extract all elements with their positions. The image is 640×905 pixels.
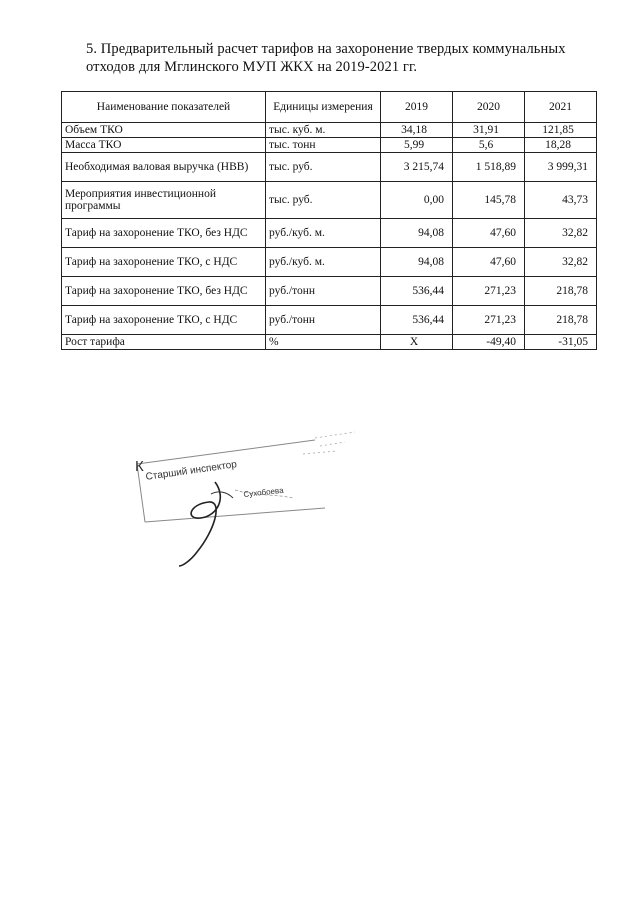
header-unit: Единицы измерения — [266, 92, 381, 123]
row-value-2020: 47,60 — [453, 248, 525, 277]
signature-stroke — [179, 482, 220, 566]
row-name: Тариф на захоронение ТКО, без НДС — [62, 219, 266, 248]
row-value-2020: 145,78 — [453, 182, 525, 219]
row-value-2021: 43,73 — [525, 182, 597, 219]
row-unit: руб./тонн — [266, 277, 381, 306]
row-name: Тариф на захоронение ТКО, без НДС — [62, 277, 266, 306]
stamp-letter: К — [135, 458, 144, 475]
row-value-2020: 47,60 — [453, 219, 525, 248]
row-value-2020: 271,23 — [453, 306, 525, 335]
table-row — [62, 219, 597, 248]
row-value-2020: -49,40 — [453, 335, 525, 350]
table-row — [62, 335, 597, 350]
header-2020: 2020 — [453, 92, 525, 123]
row-name: Рост тарифа — [62, 335, 266, 350]
table-row — [62, 123, 597, 138]
row-name: Мероприятия инвестиционной программы — [62, 182, 266, 219]
row-name: Масса ТКО — [62, 138, 266, 153]
row-value-2019: 3 215,74 — [381, 153, 453, 182]
table-row — [62, 306, 597, 335]
row-value-2019: 34,18 — [381, 123, 453, 138]
table-header-row — [62, 92, 597, 123]
row-unit: руб./тонн — [266, 306, 381, 335]
row-value-2019: 94,08 — [381, 219, 453, 248]
row-unit: % — [266, 335, 381, 350]
table-row — [62, 138, 597, 153]
stamp-and-signature — [115, 420, 375, 570]
row-value-2019: 94,08 — [381, 248, 453, 277]
row-name: Тариф на захоронение ТКО, с НДС — [62, 306, 266, 335]
row-name: Тариф на захоронение ТКО, с НДС — [62, 248, 266, 277]
row-value-2020: 271,23 — [453, 277, 525, 306]
row-value-2021: 32,82 — [525, 248, 597, 277]
row-value-2021: 32,82 — [525, 219, 597, 248]
row-value-2021: 218,78 — [525, 306, 597, 335]
row-value-2019: 536,44 — [381, 277, 453, 306]
row-value-2021: 3 999,31 — [525, 153, 597, 182]
tariff-table — [61, 91, 597, 350]
stamp-title: Старший инспектор — [145, 459, 238, 483]
table-row — [62, 153, 597, 182]
stamp-name: Сухобоева — [243, 485, 284, 499]
header-name: Наименование показателей — [62, 92, 266, 123]
table-row — [62, 182, 597, 219]
row-value-2021: 18,28 — [525, 138, 597, 153]
row-value-2019: 5,99 — [381, 138, 453, 153]
row-unit: руб./куб. м. — [266, 248, 381, 277]
row-unit: тыс. тонн — [266, 138, 381, 153]
section-heading: 5. Предварительный расчет тарифов на захоронение твердых коммунальных отходов для Мглинского МУП ЖКХ на 2019-2021 гг. — [86, 41, 566, 75]
row-value-2020: 5,6 — [453, 138, 525, 153]
header-2021: 2021 — [525, 92, 597, 123]
row-value-2021: -31,05 — [525, 335, 597, 350]
header-2019: 2019 — [381, 92, 453, 123]
row-value-2019: 536,44 — [381, 306, 453, 335]
table-row — [62, 248, 597, 277]
row-name: Необходимая валовая выручка (НВВ) — [62, 153, 266, 182]
row-value-2019: X — [381, 335, 453, 350]
row-value-2020: 1 518,89 — [453, 153, 525, 182]
row-value-2020: 31,91 — [453, 123, 525, 138]
row-value-2021: 218,78 — [525, 277, 597, 306]
row-unit: тыс. руб. — [266, 153, 381, 182]
row-value-2021: 121,85 — [525, 123, 597, 138]
row-value-2019: 0,00 — [381, 182, 453, 219]
row-unit: тыс. куб. м. — [266, 123, 381, 138]
row-unit: руб./куб. м. — [266, 219, 381, 248]
table-row — [62, 277, 597, 306]
row-name: Объем ТКО — [62, 123, 266, 138]
row-unit: тыс. руб. — [266, 182, 381, 219]
